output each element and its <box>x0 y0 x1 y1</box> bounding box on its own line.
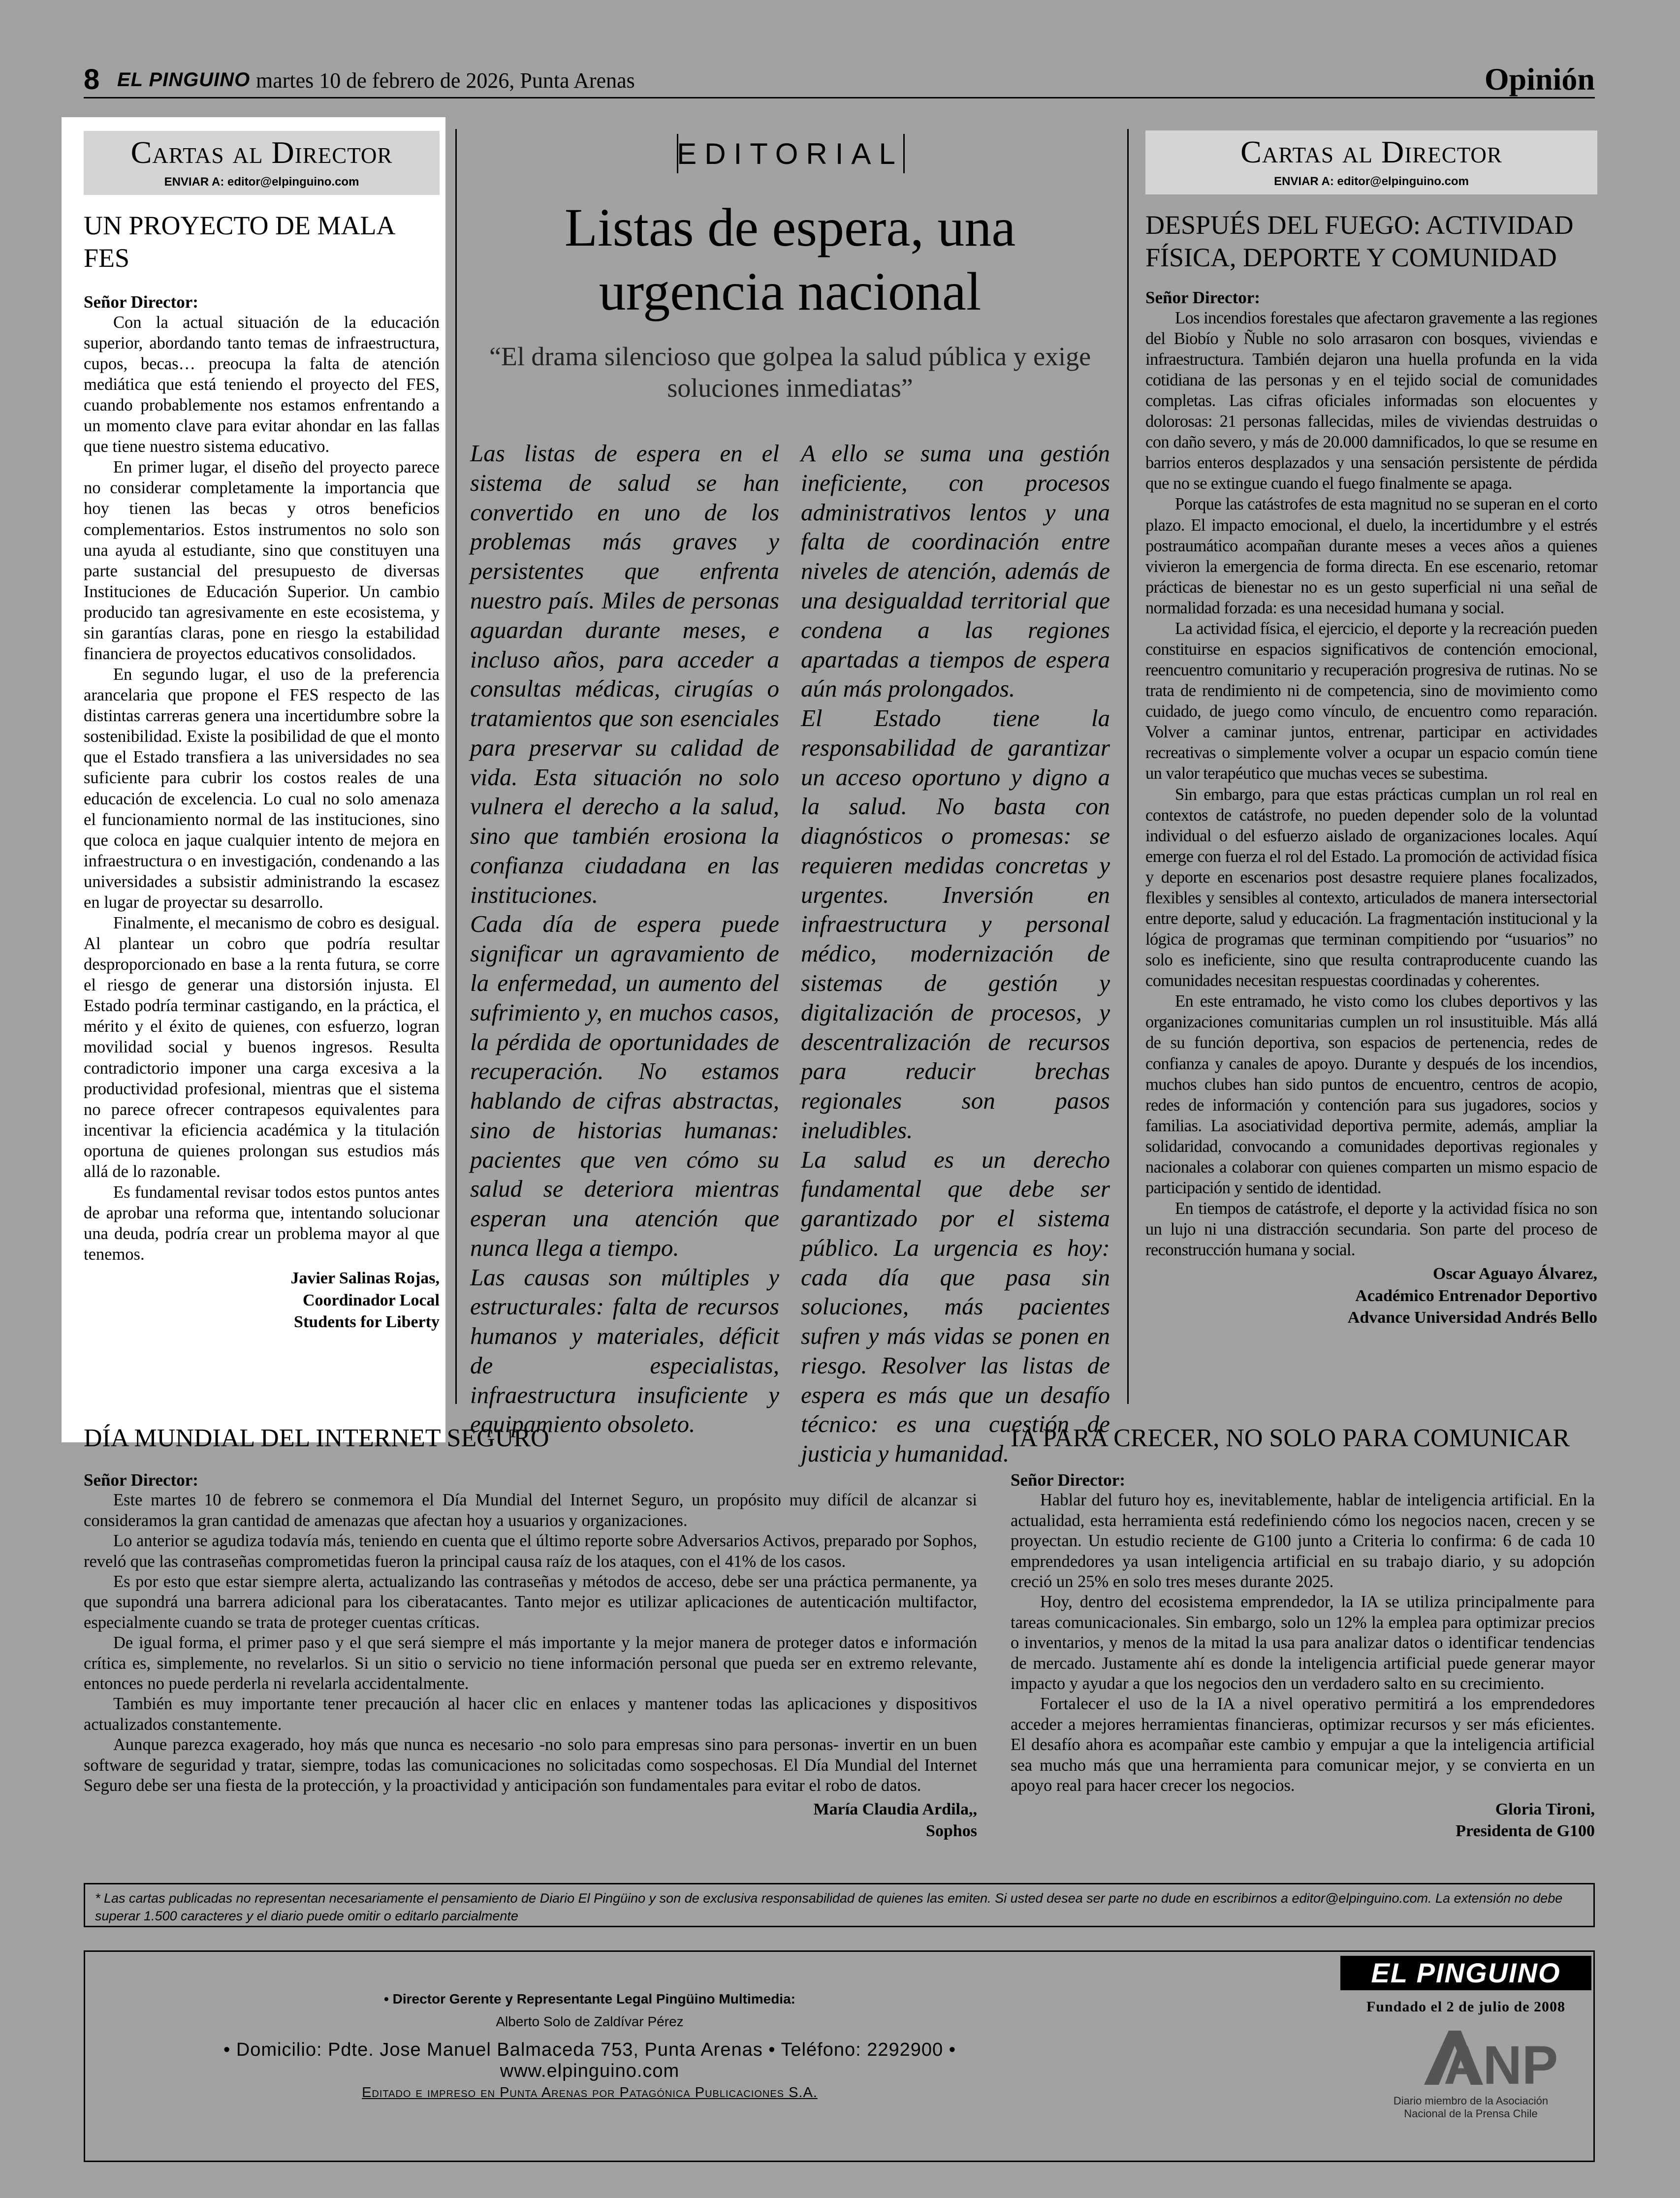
director-label: • Director Gerente y Representante Legal Pingüino Multimedia: <box>384 1991 795 2007</box>
editorial-paragraph: El Estado tiene la responsabilidad de garantizar un acceso oportuno y digno a la salud. No basta con diagnósticos o promesas: se requieren medidas concretas y urgentes. Inversión en infraestructura y personal médico, modernización de sistemas de gestión y digitalización de procesos, y descentralización de recursos para reducir brechas regionales son pasos ineludibles. <box>801 704 1110 1144</box>
editorial-column-2 <box>801 439 1110 1468</box>
footer-info <box>208 1952 971 2101</box>
signature-org: Presidenta de G100 <box>1456 1822 1595 1841</box>
editorial-column-1 <box>470 439 779 1468</box>
signature-name: Gloria Tironi, <box>1495 1800 1595 1819</box>
letter-title: IA PARA CRECER, NO SOLO PARA COMUNICAR <box>1011 1424 1570 1452</box>
editorial-label: EDITORIAL <box>677 137 903 170</box>
signature-org: Sophos <box>926 1822 977 1841</box>
letter-bottom-right <box>1011 1423 1595 1876</box>
editorial-paragraph: Las listas de espera en el sistema de salud se han convertido en uno de los problemas más graves y persistentes que enfrenta nuestro país. Miles de personas aguardan durante meses, e incluso años, para acceder a consultas médicas, cirugías o tratamientos que son esenciales para preservar su calidad de vida. Esta situación no solo vulnera el derecho a la salud, sino que también erosiona la confianza ciudadana en las instituciones. <box>470 440 779 908</box>
editorial <box>470 129 1110 1468</box>
disclaimer: * Las cartas publicadas no representan necesariamente el pensamiento de Diario El Pingüino y son de exclusiva responsabilidad de quienes las emiten. Si usted desea ser parte no dude en escribirnos a editor@elpinguino.com. La extensión no debe superar 1.500 caracteres y el diario puede omitir o editarlo parcialmente <box>84 1883 1595 1927</box>
editorial-paragraph: Cada día de espera puede significar un agravamiento de la enfermedad, un aumento del sufrimiento y, en muchos casos, la pérdida de oportunidades de recuperación. No estamos hablando de cifras abstractas, sino de historias humanas: pacientes que ven cómo su salud se deteriora mientras esperan una atención que nunca llega a tiempo. <box>470 910 779 1261</box>
letter-body <box>84 1490 977 1796</box>
letter-bottom-left <box>84 1423 977 1876</box>
letter-paragraph: De igual forma, el primer paso y el que será siempre el más importante y la mejor manera de proteger datos e información crítica es, simplemente, no revelarlos. Si un sitio o servicio no tiene información personal que pueda ser en extremo relevante, entonces no puede perderla ni revelarla accidentalmente. <box>84 1633 977 1693</box>
footer-printed-by: Editado e impreso en Punta Arenas por Patagónica Publicaciones S.A. <box>362 2085 818 2101</box>
cartas-send-to: ENVIAR A: editor@elpinguino.com <box>164 175 359 189</box>
letter-paragraph: En tiempos de catástrofe, el deporte y la actividad física no son un lujo ni una distracción secundaria. Son parte del proceso de reconstrucción humana y social. <box>1145 1199 1597 1260</box>
letter-paragraph: Lo anterior se agudiza todavía más, teniendo en cuenta que el último reporte sobre Adversarios Activos, preparado por Sophos, reveló que las contraseñas comprometidas fueron la principal causa raíz de los ataques, con el 41% de los casos. <box>84 1531 977 1571</box>
letter-signature <box>84 1799 977 1842</box>
letter-salutation: Señor Director: <box>84 1470 198 1490</box>
anp-logo-text: ANP <box>1444 2035 1558 2096</box>
signature-name: Oscar Aguayo Álvarez, <box>1433 1265 1597 1283</box>
letter-paragraph: Sin embargo, para que estas prácticas cumplan un rol real en contextos de catástrofe, no pueden depender solo de la voluntad individual o del esfuerzo aislado de organizaciones locales. Aquí emerge con fuerza el rol del Estado. La promoción de actividad física y deporte en escenarios post desastre requiere planes focalizados, flexibles y sensibles al contexto, articulados de manera intersectorial entre deporte, salud y educación. La fragmentación institucional y la lógica de programas que terminan compitiendo por “usuarios” no solo es ineficiente, sino que resulta contraproducente cuando las comunidades necesitan respuestas coordinadas y coherentes. <box>1145 785 1597 990</box>
signature-org: Students for Liberty <box>294 1312 440 1331</box>
letter-column-right <box>1145 130 1597 1420</box>
letter-title: DÍA MUNDIAL DEL INTERNET SEGURO <box>84 1424 549 1452</box>
letter-paragraph: Es por esto que estar siempre alerta, actualizando las contraseñas y métodos de acceso, debe ser una práctica permanente, ya que supondrá una barrera adicional para los ciberatacantes. Tanto mejor es utilizar aplicaciones de autenticación multifactor, especialmente cuando se trata de proteger cuentas críticas. <box>84 1572 977 1632</box>
column-divider <box>455 129 457 1404</box>
footer-address: • Domicilio: Pdte. Jose Manuel Balmaceda 753, Punta Arenas • Teléfono: 2292900 • www.elpinguino.com <box>223 2039 956 2081</box>
letter-paragraph: La actividad física, el ejercicio, el deporte y la recreación pueden constituirse en espacios significativos de contención emocional, reencuentro comunitario y recuperación progresiva de rutinas. No se trata de rendimiento ni de competencia, sino de movimiento como cuidado, de juego como vínculo, de encuentro como reparación. Volver a caminar juntos, entrenar, participar en actividades recreativas o simplemente volver a ocupar un espacio común tiene un valor terapéutico que muchas veces se subestima. <box>1145 619 1597 783</box>
editorial-paragraph: Las causas son múltiples y estructurales: falta de recursos humanos y materiales, déficit de especialistas, infraestructura insuficiente y equipamiento obsoleto. <box>470 1263 779 1438</box>
el-pinguino-logo: EL PINGUINO <box>1340 1956 1591 1990</box>
letter-body <box>84 312 440 1265</box>
header-date: martes 10 de febrero de 2026, Punta Arenas <box>256 68 635 93</box>
letter-paragraph: Porque las catástrofes de esta magnitud no se superan en el corto plazo. El impacto emocional, el duelo, la incertidumbre y el estrés postraumático acompañan durante meses a veces años a quienes vivieron la emergencia de forma directa. En ese escenario, retomar prácticas de bienestar no es un gesto superficial ni una señal de normalidad forzada: es una necesidad humana y social. <box>1145 495 1597 617</box>
letter-signature <box>1011 1799 1595 1842</box>
signature-name: Javier Salinas Rojas, <box>290 1269 440 1288</box>
founded-date: Fundado el 2 de julio de 2008 <box>1366 1999 1566 2015</box>
letter-paragraph: En primer lugar, el diseño del proyecto parece no considerar completamente la importancia que hoy tienen las becas y otros beneficios complementarios. Estos instrumentos no solo son una ayuda al estudiante, sino que constituyen una parte sustancial del presupuesto de diversas Instituciones de Educación Superior. Un cambio producido tan agresivamente en este ecosistema, y sin garantías claras, pone en riesgo la estabilidad financiera de proyectos educativos consolidados. <box>84 458 440 663</box>
letter-paragraph: Aunque parezca exagerado, hoy más que nunca es necesario -no solo para empresas sino para personas- invertir en un buen software de seguridad y tratar, siempre, todas las comunicaciones no solicitadas como sospechosas. El Día Mundial del Internet Seguro debe ser una fiesta de la protección, y la proactividad y anticipación son fundamentales para evitar el robo de datos. <box>84 1735 977 1795</box>
anp-logo-icon <box>1414 2021 1558 2096</box>
section-label: Opinión <box>1484 62 1595 96</box>
cartas-header <box>1145 130 1597 194</box>
anp-caption <box>1355 2095 1586 2121</box>
letter-salutation: Señor Director: <box>1011 1470 1125 1490</box>
letter-paragraph: Con la actual situación de la educación superior, abordando tanto temas de infraestructura, cupos, becas… preocupa la falta de atención mediática que está teniendo el proyecto del FES, cuando probablemente nos estamos enfrentando a un momento clave para evitar ahondar en las fallas que tiene nuestro sistema educativo. <box>84 313 440 456</box>
letter-paragraph: Los incendios forestales que afectaron gravemente a las regiones del Biobío y Ñuble no solo arrasaron con bosques, viviendas e infraestructura. También dejaron una huella profunda en la vida cotidiana de las personas y en el tejido social de comunidades completas. Las cifras oficiales informadas son elocuentes y dolorosas: 21 personas fallecidas, miles de viviendas destruidas o con daño severo, y más de 20.000 damnificados, lo que se resume en barrios enteros desplazados y una sensación persistente de pérdida que no se extingue cuando el fuego finalmente se apaga. <box>1145 308 1597 493</box>
editorial-headline: Listas de espera, una urgencia nacional <box>564 197 1016 321</box>
signature-role: Coordinador Local <box>302 1291 440 1309</box>
letter-paragraph: En este entramado, he visto como los clubes deportivos y las organizaciones comunitarias cumplen un rol insustituible. Más allá de su función deportiva, son espacios de pertenencia, redes de confianza y canales de apoyo. Durante y después de los incendios, muchos clubes han sido puntos de encuentro, centros de acopio, redes de información y contención para sus jugadores, socios y familias. La asociatividad deportiva permite, además, ampliar la solidaridad, convocando a comunidades deportivas regionales y nacionales a colaborar con quienes comparten un mismo espacio de participación y sentido de identidad. <box>1145 992 1597 1198</box>
cartas-send-to: ENVIAR A: editor@elpinguino.com <box>1274 175 1469 188</box>
page-header <box>84 59 1595 98</box>
editorial-paragraph: A ello se suma una gestión ineficiente, con procesos administrativos lentos y una falta de coordinación entre niveles de atención, además de una desigualdad territorial que condena a las regiones apartadas a tiempos de espera aún más prolongados. <box>801 440 1110 702</box>
letter-paragraph: Hoy, dentro del ecosistema emprendedor, la IA se utiliza principalmente para tareas comunicacionales. Sin embargo, solo un 12% la emplea para optimizar precios o inventarios, y menos de la mitad la usa para analizar datos o identificar tendencias de mercado. Justamente ahí es donde la inteligencia artificial puede generar mayor impacto y ayudar a que los negocios den un verdadero salto en su crecimiento. <box>1011 1593 1595 1693</box>
letter-body <box>1011 1490 1595 1796</box>
signature-role: Académico Entrenador Deportivo <box>1355 1286 1597 1305</box>
director-name: Alberto Solo de Zaldívar Pérez <box>496 2014 684 2029</box>
letter-paragraph: En segundo lugar, el uso de la preferencia arancelaria que propone el FES respecto de las distintas carreras genera una incertidumbre sobre la sostenibilidad. Existe la posibilidad de que el monto que el Estado transfiera a las universidades no sea suficiente para cubrir los costos reales de una educación de excelencia. Lo cual no solo amenaza el funcionamiento normal de las instituciones, sino que coloca en jaque cualquier intento de mejora en infraestructura o en investigación, condenando a las universidades a subsistir administrando la escasez en lugar de proyectar su desarrollo. <box>84 665 440 912</box>
editorial-subtitle: “El drama silencioso que golpea la salud pública y exige soluciones inmediatas” <box>489 341 1091 403</box>
signature-name: María Claudia Ardila,, <box>813 1800 977 1819</box>
signature-org: Advance Universidad Andrés Bello <box>1347 1308 1597 1327</box>
anp-caption-line: Nacional de la Prensa Chile <box>1404 2107 1538 2120</box>
anp-caption-line: Diario miembro de la Asociación <box>1393 2095 1549 2107</box>
letter-paragraph: También es muy importante tener precaución al hacer clic en enlaces y mantener todas las aplicaciones y dispositivos actualizados constantemente. <box>84 1694 977 1734</box>
editorial-body <box>470 439 1110 1468</box>
cartas-title: Cartas al Director <box>1240 134 1502 169</box>
letter-column-left <box>62 117 445 1442</box>
letter-title: DESPUÉS DEL FUEGO: ACTIVIDAD FÍSICA, DEPORTE Y COMUNIDAD <box>1145 210 1574 272</box>
editorial-label-box <box>470 129 1110 176</box>
letter-signature <box>84 1268 440 1333</box>
editorial-paragraph: La salud es un derecho fundamental que debe ser garantizado por el sistema público. La urgencia es hoy: cada día que pasa sin soluciones, más pacientes sufren y más vidas se ponen en riesgo. Resolver las listas de espera es más que un desafío técnico: es una cuestión de justicia y humanidad. <box>801 1146 1110 1467</box>
cartas-header <box>84 131 440 195</box>
masthead-small: EL PINGUINO <box>117 69 251 91</box>
page-number: 8 <box>84 64 100 96</box>
letter-body <box>1145 308 1597 1261</box>
letter-salutation: Señor Director: <box>1145 287 1260 307</box>
letter-paragraph: Este martes 10 de febrero se conmemora el Día Mundial del Internet Seguro, un propósito muy difícil de alcanzar si consideramos la gran cantidad de amenazas que afectan hoy a usuarios y organizaciones. <box>84 1491 977 1530</box>
letter-paragraph: Fortalecer el uso de la IA a nivel operativo permitirá a los emprendedores acceder a mejores herramientas financieras, optimizar recursos y ser más eficientes. El desafío ahora es acompañar este cambio y empujar a que la inteligencia artificial sea mucho más que una herramienta para comunicar mejor, y se convierta en un apoyo real para hacer crecer los negocios. <box>1011 1694 1595 1795</box>
letter-salutation: Señor Director: <box>84 292 198 312</box>
letter-signature <box>1145 1263 1597 1329</box>
column-divider <box>1127 129 1129 1404</box>
letter-paragraph: Es fundamental revisar todos estos puntos antes de aprobar una reforma que, intentando solucionar una deuda, podría crear un problema mayor al que tenemos. <box>84 1183 440 1264</box>
letter-paragraph: Finalmente, el mecanismo de cobro es desigual. Al plantear un cobro que podría resultar desproporcionado en base a la renta futura, se corre el riesgo de generar una distorsión injusta. El Estado podría terminar castigando, en la práctica, el mérito y el éxito de quienes, con esfuerzo, logran movilidad social y buenos ingresos. Resulta contradictorio imponer una carga excesiva a la productividad profesional, mientras que el sistema no parece ofrecer contrapesos equivalentes para incentivar la eficiencia académica y la titulación oportuna de quienes prolongan sus estudios más allá de lo razonable. <box>84 914 440 1181</box>
letter-title: UN PROYECTO DE MALA FES <box>84 211 394 273</box>
footer <box>84 1950 1595 2162</box>
letter-paragraph: Hablar del futuro hoy es, inevitablemente, hablar de inteligencia artificial. En la actualidad, esta herramienta está redefiniendo cómo los negocios nacen, crecen y se proyectan. Un estudio reciente de G100 junto a Criteria lo confirma: 6 de cada 10 emprendedores ya usan inteligencia artificial en su trabajo diario, y su adopción creció un 25% en solo tres meses durante 2025. <box>1011 1491 1595 1591</box>
cartas-title: Cartas al Director <box>130 135 393 170</box>
